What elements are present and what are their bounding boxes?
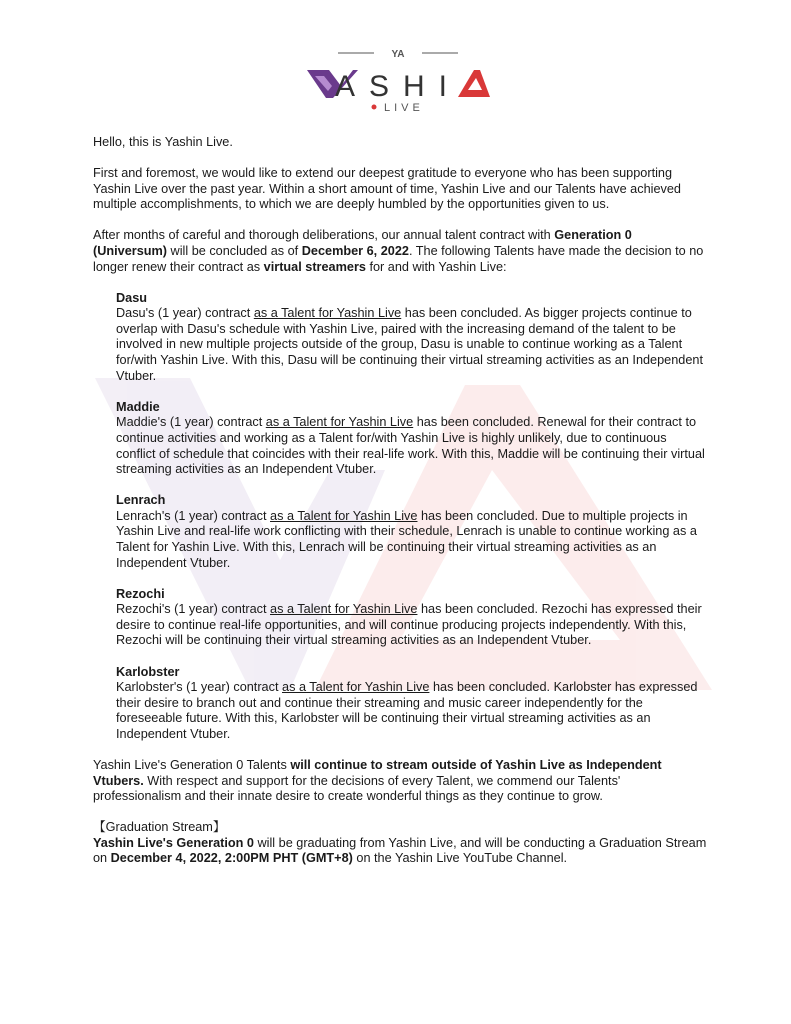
talent-link[interactable]: as a Talent for Yashin Live — [270, 508, 418, 523]
deliberation-paragraph: After months of careful and thorough deliberations, our annual talent contract with Generation 0 (Universum) will be concluded as of December 6, 2022. The following Talents have made the decision to no longer renew their contract as virtual streamers for and with Yashin Live: — [93, 228, 704, 274]
graduation-heading: 【Graduation Stream】 — [93, 820, 226, 835]
talent-name: Rezochi — [116, 586, 165, 601]
talent-link[interactable]: as a Talent for Yashin Live — [253, 306, 402, 321]
generation-name: Generation 0 (Universum) — [93, 228, 632, 258]
announcement-body — [93, 135, 707, 867]
talent-description: Karlobster's (1 year) contract as a Talent for Yashin Live has been concluded. Karlobster has expressed their desire to branch out and continue their streaming and music career independently for the foreseeable future. With this, Karlobster will be continuing their virtual streaming activities as an Independent Vtuber. — [116, 680, 698, 741]
talent-link[interactable]: as a Talent for Yashin Live — [270, 602, 418, 617]
talent-name: Karlobster — [116, 664, 180, 679]
graduation-date: December 4, 2022, 2:00PM PHT (GMT+8) — [110, 851, 353, 866]
graduation-paragraph: Yashin Live's Generation 0 will be graduating from Yashin Live, and will be conducting a Graduation Stream on December 4, 2022, 2:00PM PHT (GMT+8) on the Yashin Live YouTube Channel. — [93, 835, 707, 866]
talent-section-rezochi — [116, 587, 707, 649]
gratitude-paragraph: First and foremost, we would like to extend our deepest gratitude to everyone who has been supporting Yashin Live over the past year. Within a short amount of time, Yashin Live and our Talents have achieved multiple accomplishments, to which we are deeply humbled by the opportunities given to us. — [93, 166, 681, 212]
talent-name: Maddie — [116, 399, 160, 414]
conclusion-date: December 6, 2022 — [301, 243, 409, 258]
talent-description: Dasu's (1 year) contract as a Talent for Yashin Live has been concluded. As bigger projects continue to overlap with Dasu's schedule with Yashin Live, paired with the increasing demand of the talent to be involved in new multiple projects outside of the group, Dasu is unable to continue working as a Talent for/with Yashin Live. With this, Dasu will be continuing their virtual streaming activities as an Independent Vtuber. — [116, 306, 703, 383]
tagline-dot — [372, 105, 377, 110]
talent-section-lenrach — [116, 493, 707, 571]
top-mark: YA — [391, 49, 405, 60]
talent-name: Lenrach — [116, 493, 166, 508]
talent-description: Lenrach's (1 year) contract as a Talent for Yashin Live has been concluded. Due to multiple projects in Yashin Live and real-life work conflicting with their schedule, Lenrach is unable to continue working as a Talent for Yashin Live. With this, Lenrach will be continuing their virtual streaming activities as an Independent Vtuber. — [116, 508, 697, 570]
closing-paragraph: Yashin Live's Generation 0 Talents will continue to stream outside of Yashin Live as Independent Vtubers. With respect and support for the decisions of every Talent, we commend our Talents' professionalism and their innate desire to create wonderful things as they continue to grow. — [93, 758, 662, 804]
logo-letters: ASHI — [334, 70, 462, 103]
talent-section-maddie — [116, 400, 707, 478]
talent-section-dasu — [116, 291, 707, 385]
header-logo — [0, 0, 791, 125]
talent-description: Rezochi's (1 year) contract as a Talent for Yashin Live has been concluded. Rezochi has expressed their desire to continue real-life opportunities, and will continue producing projects independently. With this, Rezochi will be continuing their virtual streaming activities as an Independent Vtuber. — [116, 602, 702, 648]
talent-link[interactable]: as a Talent for Yashin Live — [265, 415, 414, 430]
talent-name: Dasu — [116, 290, 148, 305]
greeting: Hello, this is Yashin Live. — [93, 135, 233, 149]
talent-section-karlobster — [116, 665, 707, 743]
talent-description: Maddie's (1 year) contract as a Talent for Yashin Live has been concluded. Renewal for their contract to continue activities and working as a Talent for/with Yashin Live is highly unlikely, due to continuous conflict of schedule that coincides with their real-life work. With this, Maddie will be continuing their virtual streaming activities as an Independent Vtuber. — [116, 415, 705, 477]
tagline: LIVE — [384, 102, 424, 114]
talent-link[interactable]: as a Talent for Yashin Live — [282, 680, 430, 695]
